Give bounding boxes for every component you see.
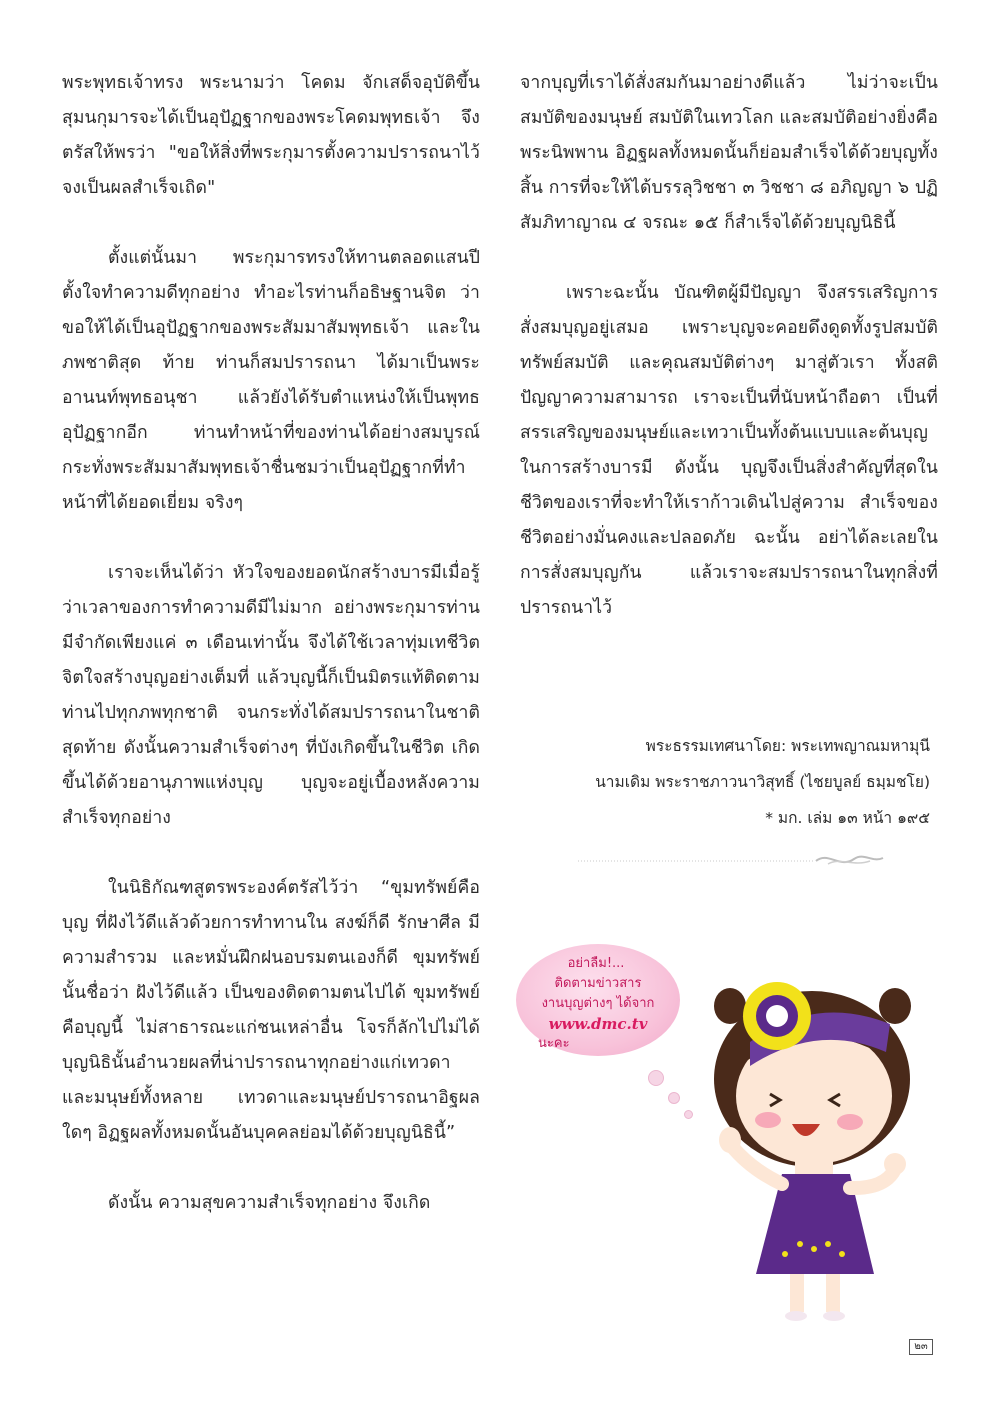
paragraph: ตั้งแต่นั้นมา พระกุมารทรงให้ทานตลอดแสนปี ตั้งใจทำความดีทุกอย่าง ทำอะไรท่านก็อธิษฐานจิต ว่า ขอให้ได้เป็นอุปัฏฐากของพระสัมมาสัมพุทธเจ้า และในภพชาติสุด ท้าย ท่านก็สมปรารถนา ได้มาเป็นพระอานนท์พุทธอนุชา แล้วยังได้รับตำแหน่งให้เป็นพุทธอุปัฏฐากอีก ท่านทำหน้าที่ของท่านได้อย่างสมบูรณ์ กระทั่งพระสัมมาสัมพุทธเจ้าชื่นชมว่าเป็นอุปัฏฐากที่ทำหน้าที่ได้ยอดเยี่ยม จริงๆ xyxy=(62,248,480,513)
left-column xyxy=(62,66,480,1221)
thought-dot xyxy=(648,1070,664,1086)
paragraph: ในนิธิกัณฑสูตรพระองค์ตรัสไว้ว่า “ขุมทรัพย์คือ บุญ ที่ฝังไว้ดีแล้วด้วยการทำทานใน สงฆ์ก็ดี รักษาศีล มีความสำรวม และหมั่นฝึกฝนอบรมตนเองก็ดี ขุมทรัพย์นั้นชื่อว่า ฝังไว้ดีแล้ว เป็นของติดตามตนไปได้ ขุมทรัพย์คือบุญนี้ ไม่สาธารณะแก่ชนเหล่าอื่น โจรก็ลักไปไม่ได้ บุญนิธินั้นอำนวยผลที่น่าปรารถนาทุกอย่างแก่เทวดาและมนุษย์ทั้งหลาย เทวดาและมนุษย์ปรารถนาอิฐผลใดๆ อิฏฐผลทั้งหมดนั้นอันบุคคลย่อมได้ด้วยบุญนิธินี้” xyxy=(62,878,480,1143)
thought-dot xyxy=(668,1092,680,1104)
sermon-credit xyxy=(595,728,930,836)
paragraph: เพราะฉะนั้น บัณฑิตผู้มีปัญญา จึงสรรเสริญการสั่งสมบุญอยู่เสมอ เพราะบุญจะคอยดึงดูดทั้งรูปสมบัติ ทรัพย์สมบัติ และคุณสมบัติต่างๆ มาสู่ตัวเรา ทั้งสติปัญญาความสามารถ เราจะเป็นที่นับหน้าถือตา เป็นที่สรรเสริญของมนุษย์และเทวาเป็นทั้งต้นแบบและต้นบุญในการสร้างบารมี ดังนั้น บุญจึงเป็นสิ่งสำคัญที่สุดในชีวิตของเราที่จะทำให้เราก้าวเดินไปสู่ความ สำเร็จของชีวิตอย่างมั่นคงและปลอดภัย ฉะนั้น อย่าได้ละเลยในการสั่งสมบุญกัน แล้วเราจะสมปรารถนาในทุกสิ่งที่ปรารถนาไว้ xyxy=(520,283,938,618)
credit-line: นามเดิม พระราชภาวนาวิสุทธิ์ (ไชยบูลย์ ธมฺมชโย) xyxy=(595,773,930,791)
credit-line: พระธรรมเทศนาโดย: พระเทพญาณมหามุนี xyxy=(645,737,930,755)
website-link[interactable]: www.dmc.tv xyxy=(548,1015,648,1033)
paragraph: จากบุญที่เราได้สั่งสมกันมาอย่างดีแล้ว ไม่ว่าจะเป็นสมบัติของมนุษย์ สมบัติในเทวโลก และสมบัติอย่างยิ่งคือพระนิพพาน อิฏฐผลทั้งหมดนั้นก็ย่อมสำเร็จได้ด้วยบุญทั้งสิ้น การที่จะให้ได้บรรลุวิชชา ๓ วิชชา ๘ อภิญญา ๖ ปฏิสัมภิทาญาณ ๔ จรณะ ๑๕ ก็สำเร็จได้ด้วยบุญนิธินี้ xyxy=(520,73,938,233)
page-number: ๒๓ xyxy=(909,1339,933,1355)
mascot-girl-illustration xyxy=(690,944,940,1324)
right-column xyxy=(520,66,938,626)
credit-reference: * มก. เล่ม ๑๓ หน้า ๑๙๕ xyxy=(765,809,930,827)
paragraph: พระพุทธเจ้าทรง พระนามว่า โคดม จักเสด็จอุบัติขึ้น สุมนกุมารจะได้เป็นอุปัฏฐากของพระโคดมพุทธเจ้า จึงตรัสให้พรว่า "ขอให้สิ่งที่พระกุมารตั้งความปรารถนาไว้ จงเป็นผลสำเร็จเถิด" xyxy=(62,73,480,198)
bubble-text: งานบุญต่างๆ ได้จาก xyxy=(541,996,655,1011)
paragraph: ดังนั้น ความสุขความสำเร็จทุกอย่าง จึงเกิด xyxy=(108,1193,431,1213)
divider-ornament xyxy=(578,849,928,869)
bubble-text: ติดตามข่าวสาร xyxy=(554,976,642,991)
bubble-text: นะคะ xyxy=(538,1036,570,1051)
speech-bubble xyxy=(516,944,680,1056)
bubble-text: อย่าลืม!... xyxy=(567,956,625,971)
paragraph: เราจะเห็นได้ว่า หัวใจของยอดนักสร้างบารมีเมื่อรู้ว่าเวลาของการทำความดีมีไม่มาก อย่างพระกุมารท่านมีจำกัดเพียงแค่ ๓ เดือนเท่านั้น จึงได้ใช้เวลาทุ่มเทชีวิตจิตใจสร้างบุญอย่างเต็มที่ แล้วบุญนี้ก็เป็นมิตรแท้ติดตามท่านไปทุกภพทุกชาติ จนกระทั่งได้สมปรารถนาในชาติสุดท้าย ดังนั้นความสำเร็จต่างๆ ที่บังเกิดขึ้นในชีวิต เกิดขึ้นได้ด้วยอานุภาพแห่งบุญ บุญจะอยู่เบื้องหลังความสำเร็จทุกอย่าง xyxy=(62,563,480,828)
